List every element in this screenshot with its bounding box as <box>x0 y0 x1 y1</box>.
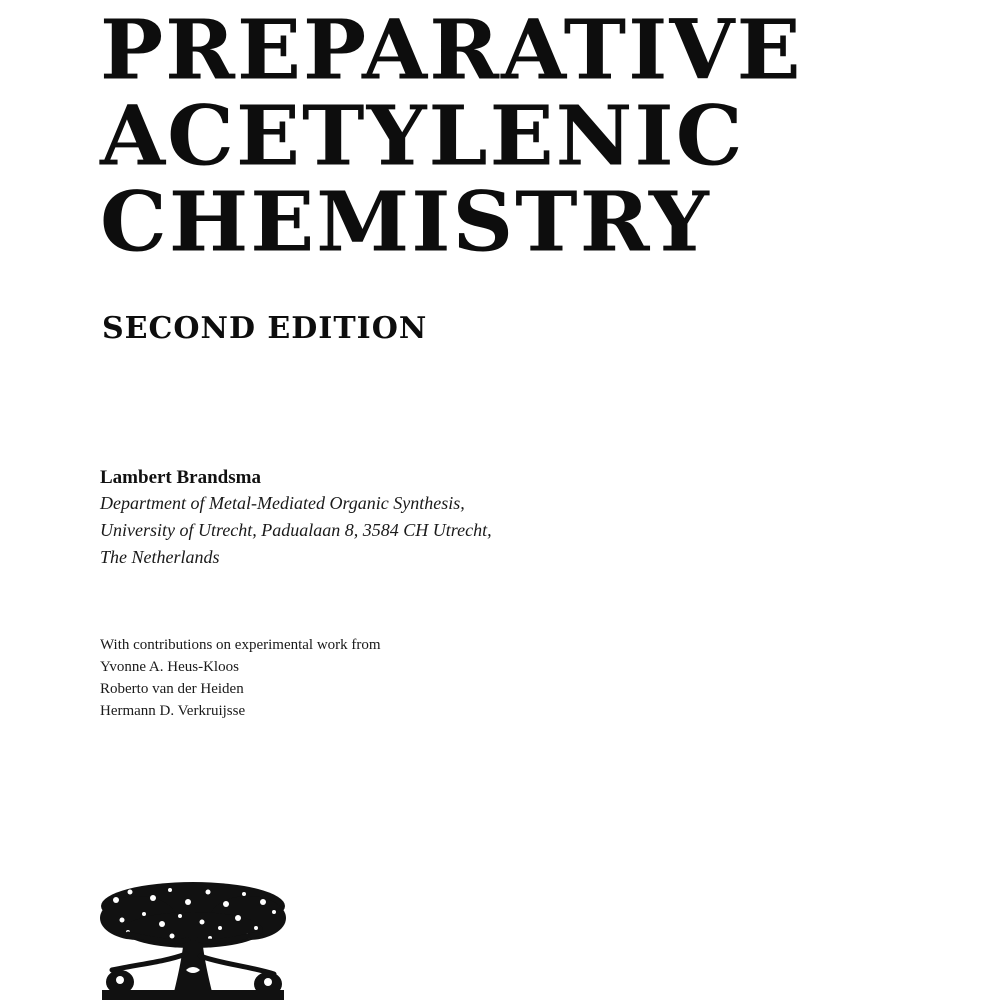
title-line-1: PREPARATIVE <box>100 1 803 99</box>
contributor-name-1: Yvonne A. Heus-Kloos <box>100 659 239 675</box>
title-line-2: ACETYLENIC <box>100 87 745 185</box>
contributor-name-2: Roberto van der Heiden <box>100 681 244 697</box>
contributor-name-3: Hermann D. Verkruijsse <box>100 703 246 719</box>
edition-label: SECOND EDITION <box>102 311 428 346</box>
title-line-3: CHEMISTRY <box>100 173 711 271</box>
affiliation-line-1: Department of Metal-Mediated Organic Synthesis, <box>100 493 465 513</box>
publisher-tree-logo-icon <box>98 878 288 1000</box>
author-name: Lambert Brandsma <box>100 467 261 488</box>
author-block <box>100 466 492 571</box>
affiliation-line-3: The Netherlands <box>100 547 220 567</box>
book-title <box>100 1 803 271</box>
contributions-block <box>100 634 381 722</box>
contributions-intro: With contributions on experimental work from <box>100 637 381 653</box>
affiliation-line-2: University of Utrecht, Padualaan 8, 3584 CH Utrecht, <box>100 520 492 540</box>
